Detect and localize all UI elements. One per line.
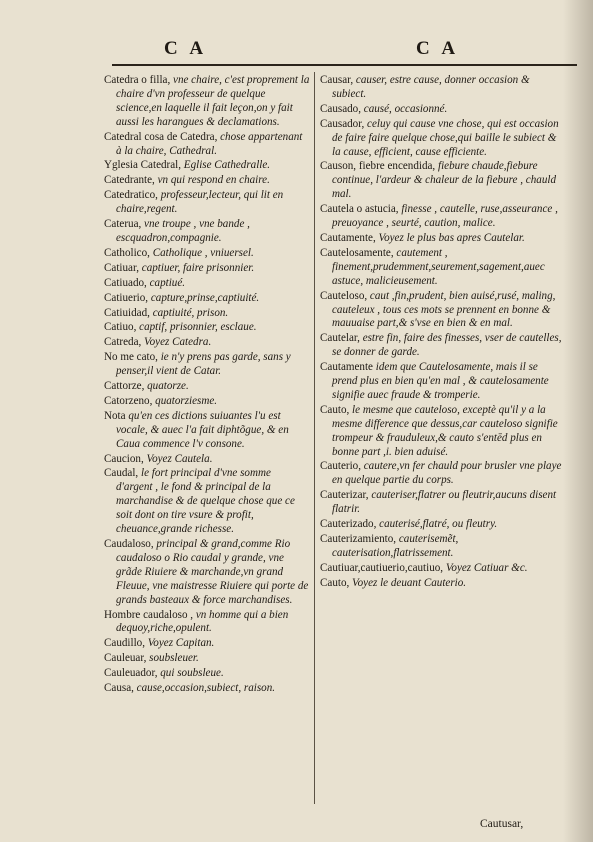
entry-headword: Nota: [104, 409, 129, 422]
entry-headword: Caterua,: [104, 218, 145, 231]
entry-definition: caut ,fin,prudent, bien auisé,rusé, maling, cauteleux , tous ces mots se prennent en bonne & mauuaise part,& s'vse en bien & en mal.: [332, 289, 556, 330]
dictionary-entry: [104, 682, 310, 696]
running-head-right: C A: [416, 38, 460, 59]
entry-definition: causer, estre cause, donner occasion & subiect.: [332, 74, 530, 100]
entry-definition: causé, occasionné.: [363, 102, 448, 115]
dictionary-entry: [104, 652, 310, 666]
entry-headword: Catiuo,: [104, 321, 140, 334]
entry-definition: vn qui respond en chaire.: [157, 174, 270, 187]
dictionary-entry: [104, 336, 310, 350]
running-header: [112, 38, 577, 66]
entry-definition: soubsleuer.: [149, 652, 199, 665]
entry-headword: Caucion,: [104, 452, 147, 465]
entry-headword: Cautamente,: [320, 231, 379, 244]
entry-definition: Eglise Cathedralle.: [183, 159, 271, 172]
entry-definition: idem que Cautelosamente, mais il se prend plus en bien qu'en mal , & cautelosamente signifie auec fraude & tromperie.: [332, 361, 549, 401]
entry-headword: Cauleuador,: [104, 667, 161, 680]
dictionary-entry: [104, 292, 310, 306]
entry-headword: Causado,: [320, 102, 364, 115]
entry-definition: finesse , cautelle, ruse,asseurance , preuoyance , seurté, caution, malice.: [332, 203, 558, 230]
dictionary-entry: [320, 404, 564, 460]
dictionary-entry: [320, 533, 564, 561]
dictionary-entry: [320, 489, 564, 517]
dictionary-entry: [104, 395, 310, 409]
entry-headword: Causon, fiebre encendida,: [320, 160, 438, 173]
entry-headword: Cautelar,: [320, 332, 363, 345]
entry-headword: Caudaloso,: [104, 538, 157, 550]
entry-definition: vn homme qui a bien dequoy,riche,opulent.: [116, 608, 289, 635]
entry-definition: cause,occasion,subiect, raison.: [136, 682, 276, 695]
dictionary-entry: [104, 637, 310, 651]
column-divider: [314, 72, 315, 804]
dictionary-entry: [104, 131, 310, 159]
entry-definition: professeur,lecteur, qui lit en chaire,regent.: [116, 189, 284, 216]
dictionary-entry: [320, 74, 564, 102]
dictionary-entry: [320, 290, 564, 332]
dictionary-entry: [320, 361, 564, 403]
dictionary-entry: [320, 577, 564, 591]
entry-headword: Cauterizado,: [320, 518, 380, 531]
entry-headword: Caudal,: [104, 467, 141, 480]
entry-definition: quatorziesme.: [155, 394, 218, 407]
entry-headword: Cauleuar,: [104, 652, 150, 665]
entry-definition: le fort principal d'vne somme d'argent , le fond & principal de la marchandise & de quelque chose que ce soit dont on tire vsure & profit, cheuance,grande richesse.: [116, 467, 295, 536]
running-head-left: C A: [164, 38, 208, 59]
entry-definition: Voyez Catiuar &c.: [445, 561, 528, 574]
entry-definition: captiué.: [149, 276, 186, 289]
entry-definition: cauteriser,flatrer ou fleutrir,aucuns disent flatrir.: [332, 489, 557, 516]
dictionary-entry: [104, 380, 310, 394]
entry-definition: principal & grand,comme Rio caudaloso o Rio caudal y grande, vne grãde Riuiere & marchande,vn grand Fleuue, vne maistresse Riuiere qui porte de grands basteaux & force marchandises.: [116, 538, 309, 606]
catchword: Cautusar,: [480, 818, 524, 830]
dictionary-entry: [320, 460, 564, 488]
entry-headword: Catiuidad,: [104, 306, 153, 319]
entry-definition: Voyez Catedra.: [144, 336, 212, 349]
dictionary-entry: [320, 118, 564, 160]
entry-definition: Voyez le plus bas apres Cautelar.: [378, 231, 525, 244]
dictionary-entry: [320, 203, 564, 231]
entry-definition: estre fin, faire des finesses, vser de cautelles, se donner de garde.: [332, 332, 562, 359]
entry-definition: Voyez le deuant Cauterio.: [352, 576, 467, 589]
entry-definition: captiuité, prison.: [152, 306, 229, 319]
dictionary-entry: [320, 160, 564, 202]
entry-definition: chose appartenant à la chaire, Cathedral.: [116, 130, 303, 157]
entry-headword: Cauterizar,: [320, 489, 372, 502]
entry-definition: Catholique , vniuersel.: [152, 246, 254, 259]
entry-headword: Hombre caudaloso ,: [104, 608, 196, 621]
entry-headword: Catreda,: [104, 336, 145, 349]
entry-headword: Catiuado,: [104, 276, 150, 289]
entry-headword: Causador,: [320, 117, 368, 130]
entry-definition: captif, prisonnier, esclaue.: [139, 321, 257, 334]
entry-headword: Cauteloso,: [320, 289, 370, 302]
entry-headword: Cauterizamiento,: [320, 533, 399, 545]
entry-headword: Yglesia Catedral,: [104, 159, 184, 172]
entry-definition: cauterisemẽt, cauterisation,flatrissement.: [332, 533, 459, 559]
entry-definition: cautere,vn fer chauld pour brusler vne playe en quelque partie du corps.: [332, 460, 562, 487]
entry-definition: capture,prinse,captiuité.: [150, 291, 260, 304]
dictionary-entry: [104, 351, 310, 379]
entry-headword: Catedrante,: [104, 174, 158, 187]
dictionary-entry: [320, 562, 564, 576]
entry-definition: quatorze.: [147, 380, 189, 393]
dictionary-entry: [104, 609, 310, 637]
entry-definition: captiuer, faire prisonnier.: [141, 261, 255, 274]
dictionary-entry: [104, 667, 310, 681]
entry-definition: Voyez Cautela.: [146, 452, 213, 465]
entry-headword: Caudillo,: [104, 637, 148, 650]
dictionary-entry: [104, 174, 310, 188]
header-rule: [112, 64, 577, 66]
left-column: [104, 74, 310, 697]
dictionary-entry: [320, 232, 564, 246]
dictionary-entry: [104, 159, 310, 173]
entry-headword: Cautela o astucia,: [320, 203, 402, 216]
entry-headword: Causar,: [320, 74, 356, 86]
dictionary-entry: [104, 277, 310, 291]
binding-shadow: [563, 0, 593, 842]
dictionary-entry: [104, 218, 310, 246]
dictionary-entry: [104, 189, 310, 217]
entry-definition: vne troupe , vne bande , escquadron,compagnie.: [116, 218, 250, 244]
entry-headword: Cattorze,: [104, 380, 148, 393]
dictionary-entry: [104, 307, 310, 321]
dictionary-entry: [104, 247, 310, 261]
entry-headword: Cauterio,: [320, 460, 364, 473]
entry-headword: Catiuar,: [104, 261, 142, 274]
dictionary-entry: [320, 247, 564, 289]
entry-headword: Catedra o filla,: [104, 74, 174, 86]
entry-definition: fiebure chaude,fiebure continue, l'ardeur & chaleur de la fiebure , chauld mal.: [332, 160, 556, 201]
entry-headword: Cautiuar,cautiuerio,cautiuo,: [320, 561, 446, 574]
entry-headword: Cautelosamente,: [320, 246, 397, 259]
entry-definition: cautement , finement,prudemment,seurement,sagement,auec astuce, malicieusement.: [332, 246, 545, 287]
entry-headword: Cautamente: [320, 361, 376, 374]
dictionary-entry: [320, 332, 564, 360]
entry-headword: Catorzeno,: [104, 394, 156, 407]
dictionary-entry: [320, 518, 564, 532]
entry-headword: Cauto,: [320, 403, 353, 416]
dictionary-entry: [104, 262, 310, 276]
entry-headword: Cauto,: [320, 576, 353, 589]
dictionary-entry: [320, 103, 564, 117]
entry-headword: Causa,: [104, 682, 137, 695]
entry-headword: Catholico,: [104, 246, 153, 259]
entry-definition: cauterisé,flatré, ou fleutry.: [379, 518, 498, 531]
entry-definition: ie n'y prens pas garde, sans y penser,il vient de Catar.: [116, 351, 291, 378]
right-column: [320, 74, 564, 592]
entry-headword: Catedral cosa de Catedra,: [104, 130, 221, 143]
dictionary-entry: [104, 410, 310, 452]
dictionary-entry: [104, 538, 310, 608]
entry-definition: celuy qui cause vne chose, qui est occasion de faire faire quelque chose,qui baille le subiect & la cause, efficient, cause efficiente.: [332, 117, 559, 158]
entry-headword: Catiuerio,: [104, 291, 151, 304]
dictionary-entry: [104, 321, 310, 335]
dictionary-entry: [104, 74, 310, 130]
entry-definition: vne chaire, c'est proprement la chaire d'vn professeur de quelque science,en laquelle il fait leçon,on y fait aussi les harangues & declamations.: [116, 74, 310, 128]
entry-headword: No me cato,: [104, 351, 161, 364]
entry-headword: Catedratico,: [104, 189, 161, 202]
entry-definition: qui soubsleue.: [160, 667, 224, 680]
entry-definition: qu'en ces dictions suiuantes l'u est vocale, & auec l'a fait diphtõgue, & en Caua commence l'v consone.: [116, 409, 289, 450]
entry-definition: Voyez Capitan.: [147, 637, 215, 650]
entry-definition: le mesme que cauteloso, exceptè qu'il y a la mesme difference que dessus,car cauteloso signifie trompeur & frauduleux,& cauto s'entēd plus en bonne part ,i. bien aduisé.: [332, 403, 558, 458]
dictionary-entry: [104, 453, 310, 467]
dictionary-entry: [104, 467, 310, 537]
